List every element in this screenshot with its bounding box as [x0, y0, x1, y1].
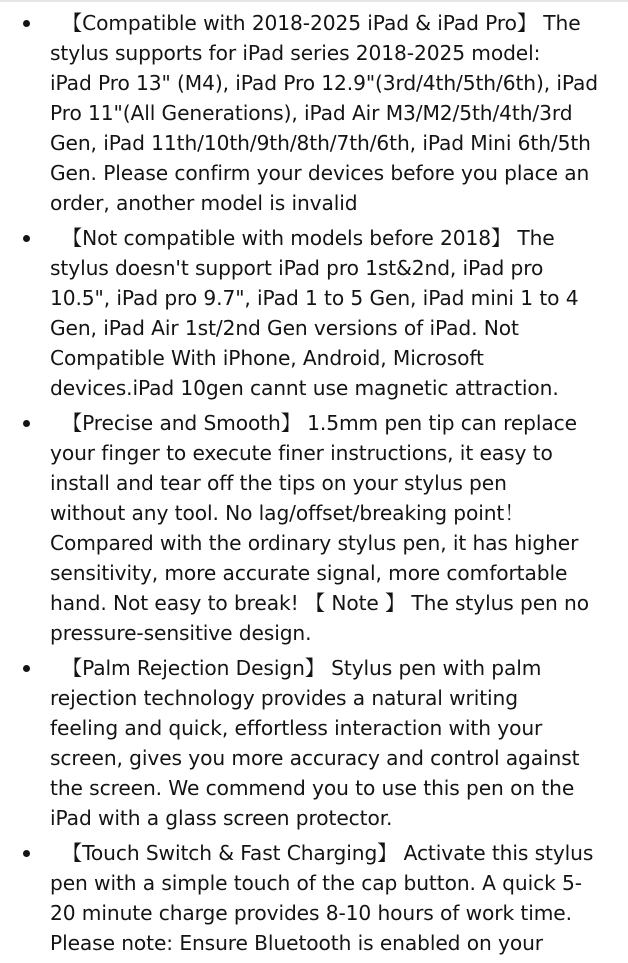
- list-item-touch-switch: [0, 838, 628, 958]
- bullet-dot-icon: [23, 20, 30, 27]
- item-text-line: Pro 11"(All Generations), iPad Air M3/M2/5th/4th/3rd: [50, 101, 573, 125]
- bullet-dot-icon: [23, 235, 30, 242]
- item-text-line: stylus doesn't support iPad pro 1st&2nd, iPad pro: [50, 256, 544, 280]
- item-text-line: Gen, iPad Air 1st/2nd Gen versions of iPad. Not: [50, 316, 519, 340]
- item-text-line: 【Compatible with 2018-2025 iPad & iPad Pro】 The: [62, 11, 581, 35]
- item-text-line: Compared with the ordinary stylus pen, it has higher: [50, 531, 579, 555]
- list-item-compatible: [0, 8, 628, 218]
- item-text-line: sensitivity, more accurate signal, more comfortable: [50, 561, 568, 585]
- feature-bullet-list: [0, 8, 628, 963]
- item-text-line: without any tool. No lag/offset/breaking point！: [50, 501, 525, 525]
- item-text-line: Gen. Please confirm your devices before you place an: [50, 161, 590, 185]
- bullet-dot-icon: [23, 665, 30, 672]
- item-text-line: hand. Not easy to break! 【 Note 】 The stylus pen no: [50, 591, 589, 615]
- item-text-line: pressure-sensitive design.: [50, 621, 312, 645]
- item-text-line: the screen. We commend you to use this pen on the: [50, 776, 575, 800]
- item-text-line: rejection technology provides a natural writing: [50, 686, 518, 710]
- item-text-line: 20 minute charge provides 8-10 hours of work time.: [50, 901, 572, 925]
- item-text-line: feeling and quick, effortless interaction with your: [50, 716, 543, 740]
- list-item-precise-smooth: [0, 408, 628, 648]
- item-text-line: install and tear off the tips on your stylus pen: [50, 471, 507, 495]
- top-divider: [0, 0, 628, 2]
- item-text-line: devices.iPad 10gen cannt use magnetic attraction.: [50, 376, 559, 400]
- item-text-line: 10.5", iPad pro 9.7", iPad 1 to 5 Gen, iPad mini 1 to 4: [50, 286, 579, 310]
- item-text-line: 【Palm Rejection Design】 Stylus pen with palm: [62, 656, 542, 680]
- bullet-dot-icon: [23, 420, 30, 427]
- item-text-line: iPad Pro 13" (M4), iPad Pro 12.9"(3rd/4th/5th/6th), iPad: [50, 71, 599, 95]
- item-text-line: Gen, iPad 11th/10th/9th/8th/7th/6th, iPad Mini 6th/5th: [50, 131, 591, 155]
- item-text-line: 【Not compatible with models before 2018】 The: [62, 226, 555, 250]
- item-text-line: Compatible With iPhone, Android, Microsoft: [50, 346, 484, 370]
- item-text-line: screen, gives you more accuracy and control against: [50, 746, 580, 770]
- list-item-not-compatible: [0, 223, 628, 403]
- item-text-line: stylus supports for iPad series 2018-2025 model:: [50, 41, 541, 65]
- item-text-line: Please note: Ensure Bluetooth is enabled on your: [50, 931, 543, 955]
- item-text-line: order, another model is invalid: [50, 191, 358, 215]
- item-text-line: iPad with a glass screen protector.: [50, 806, 393, 830]
- item-text-line: 【Touch Switch & Fast Charging】 Activate this stylus: [62, 841, 594, 865]
- item-text-line: pen with a simple touch of the cap button. A quick 5-: [50, 871, 582, 895]
- item-text-line: your finger to execute finer instructions, it easy to: [50, 441, 553, 465]
- item-text-line: 【Precise and Smooth】 1.5mm pen tip can replace: [62, 411, 577, 435]
- bullet-dot-icon: [23, 850, 30, 857]
- list-item-palm-rejection: [0, 653, 628, 833]
